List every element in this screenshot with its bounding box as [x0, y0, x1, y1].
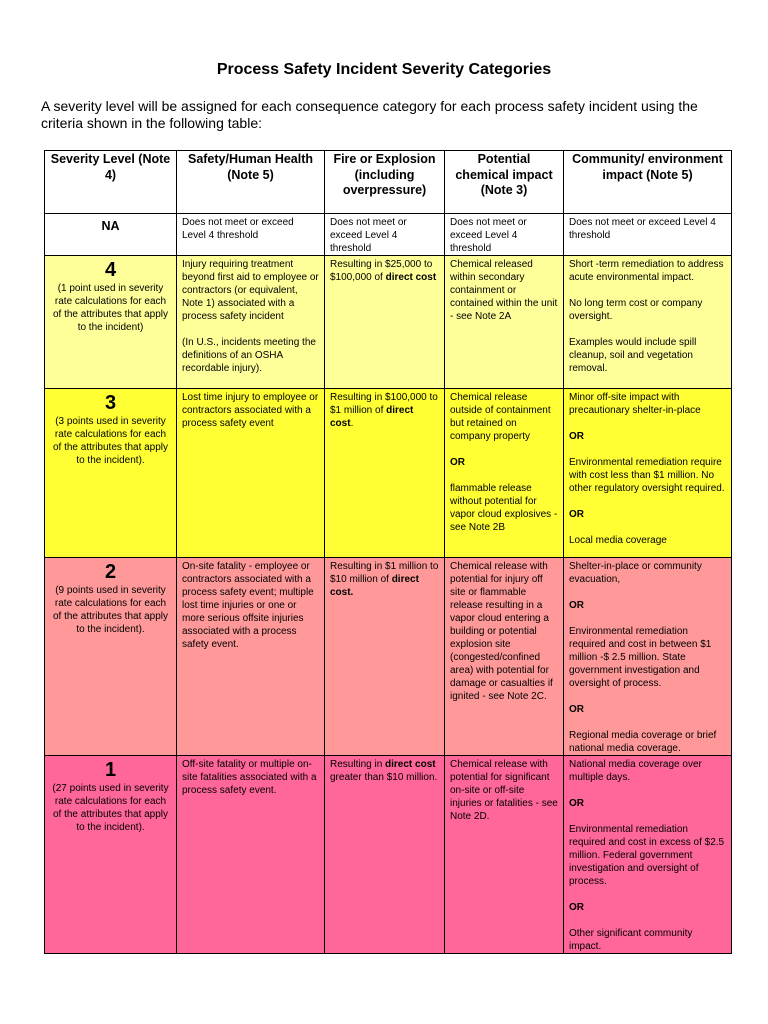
level-points-note: (1 point used in severity rate calculations for each of the attributes that apply to the incident): [52, 283, 169, 333]
community-cell: Does not meet or exceed Level 4 threshold: [564, 214, 732, 256]
level-number: 4: [104, 259, 117, 281]
chemical-text-1: Chemical release outside of containment but retained on company property: [450, 392, 551, 442]
safety-text: Injury requiring treatment beyond first aid to employee or contractors (or equivalent, Note 1) associated with a process safety incident: [182, 259, 319, 322]
fire-direct-cost: direct cost: [330, 405, 414, 429]
community-text-2: Environmental remediation required and cost in between $1 million -$ 2.5 million. State government investigation and oversight of process.: [569, 626, 712, 689]
safety-cell: Off-site fatality or multiple on-site fatalities associated with a process safety event.: [177, 756, 325, 954]
fire-text: Resulting in $1 million to $10 million of: [330, 561, 439, 585]
community-text-3: Other significant community impact.: [569, 928, 693, 952]
community-cell: [564, 756, 732, 954]
header-row: [45, 151, 732, 214]
level-number: 1: [104, 759, 117, 781]
community-text-1: Short -term remediation to address acute environmental impact.: [569, 259, 724, 283]
fire-cell: Does not meet or exceed Level 4 threshold: [325, 214, 445, 256]
level-number: 3: [104, 392, 117, 414]
community-cell: [564, 256, 732, 389]
safety-cell: On-site fatality - employee or contractors associated with a process safety event; multiple lost time injuries or one or more serious offsite injuries associated with a process safety event.: [177, 558, 325, 756]
community-text-1: Shelter-in-place or community evacuation,: [569, 561, 702, 585]
chemical-cell: [445, 389, 564, 558]
or-label: OR: [569, 431, 584, 442]
fire-text-end: greater than $10 million.: [330, 772, 438, 783]
level-cell-1: [45, 756, 177, 954]
chemical-text-2: flammable release without potential for vapor cloud explosives - see Note 2B: [450, 483, 558, 533]
row-level-2: [45, 558, 732, 756]
level-label: NA: [101, 219, 120, 233]
level-cell-2: [45, 558, 177, 756]
severity-table: [44, 150, 732, 954]
chemical-cell: Chemical released within secondary containment or contained within the unit - see Note 2A: [445, 256, 564, 389]
header-community-impact: Community/ environment impact (Note 5): [564, 151, 732, 214]
level-points-note: (9 points used in severity rate calculations for each of the attributes that apply to the incident).: [52, 585, 169, 635]
header-chemical-impact: Potential chemical impact (Note 3): [445, 151, 564, 214]
or-label: OR: [569, 509, 584, 520]
or-label: OR: [450, 457, 465, 468]
safety-cell: [177, 256, 325, 389]
level-cell-4: [45, 256, 177, 389]
community-text-2: No long term cost or company oversight.: [569, 298, 703, 322]
page-title: Process Safety Incident Severity Categories: [216, 61, 552, 78]
row-level-3: [45, 389, 732, 558]
intro-paragraph: A severity level will be assigned for each consequence category for each process safety incident using the criteria shown in the following table:: [41, 98, 698, 131]
community-text-2: Environmental remediation required and cost in excess of $2.5 million. Federal government investigation and oversight of process.: [569, 824, 725, 887]
fire-text: Resulting in: [330, 759, 386, 770]
fire-cell: [325, 756, 445, 954]
row-level-1: [45, 756, 732, 954]
level-cell-3: [45, 389, 177, 558]
fire-direct-cost: direct cost: [385, 272, 437, 283]
or-label: OR: [569, 704, 584, 715]
fire-direct-cost: direct cost.: [330, 574, 419, 598]
chemical-cell: Does not meet or exceed Level 4 threshold: [445, 214, 564, 256]
or-label: OR: [569, 902, 584, 913]
level-number: 2: [104, 561, 117, 583]
header-severity-level: Severity Level (Note 4): [45, 151, 177, 214]
fire-cell: [325, 558, 445, 756]
safety-text-us: (In U.S., incidents meeting the definitions of an OSHA recordable injury).: [182, 337, 316, 374]
level-points-note: (27 points used in severity rate calculations for each of the attributes that apply to the incident).: [52, 783, 169, 833]
row-level-4: [45, 256, 732, 389]
row-na: [45, 214, 732, 256]
or-label: OR: [569, 798, 584, 809]
fire-direct-cost: direct cost: [385, 759, 436, 770]
community-text-1: Minor off-site impact with precautionary shelter-in-place: [569, 392, 701, 416]
fire-text: Resulting in $100,000 to $1 million of: [330, 392, 438, 416]
community-cell: [564, 389, 732, 558]
level-cell-na: [45, 214, 177, 256]
community-text-2: Environmental remediation require with cost less than $1 million. No other regulatory oversight required.: [569, 457, 725, 494]
level-points-note: (3 points used in severity rate calculations for each of the attributes that apply to the incident).: [52, 416, 169, 466]
header-fire-explosion: Fire or Explosion (including overpressure): [325, 151, 445, 214]
community-text-3: Examples would include spill cleanup, soil and vegetation removal.: [569, 337, 697, 374]
or-label: OR: [569, 600, 584, 611]
fire-text: Resulting in $25,000 to $100,000 of: [330, 259, 433, 283]
community-text-3: Local media coverage: [569, 535, 667, 546]
fire-cell: [325, 256, 445, 389]
safety-cell: Lost time injury to employee or contractors associated with a process safety event: [177, 389, 325, 558]
fire-cell: [325, 389, 445, 558]
community-text-3: Regional media coverage or brief national media coverage.: [569, 730, 717, 754]
header-safety-human-health: Safety/Human Health (Note 5): [177, 151, 325, 214]
community-cell: [564, 558, 732, 756]
chemical-cell: Chemical release with potential for significant on-site or off-site injuries or fatalities - see Note 2D.: [445, 756, 564, 954]
chemical-cell: Chemical release with potential for injury off site or flammable release resulting in a vapor cloud entering a building or potential explosion site (congested/confined area) with potential for damage or casualties if ignited - see Note 2C.: [445, 558, 564, 756]
safety-cell: Does not meet or exceed Level 4 threshold: [177, 214, 325, 256]
community-text-1: National media coverage over multiple days.: [569, 759, 702, 783]
fire-text-end: .: [350, 418, 354, 429]
